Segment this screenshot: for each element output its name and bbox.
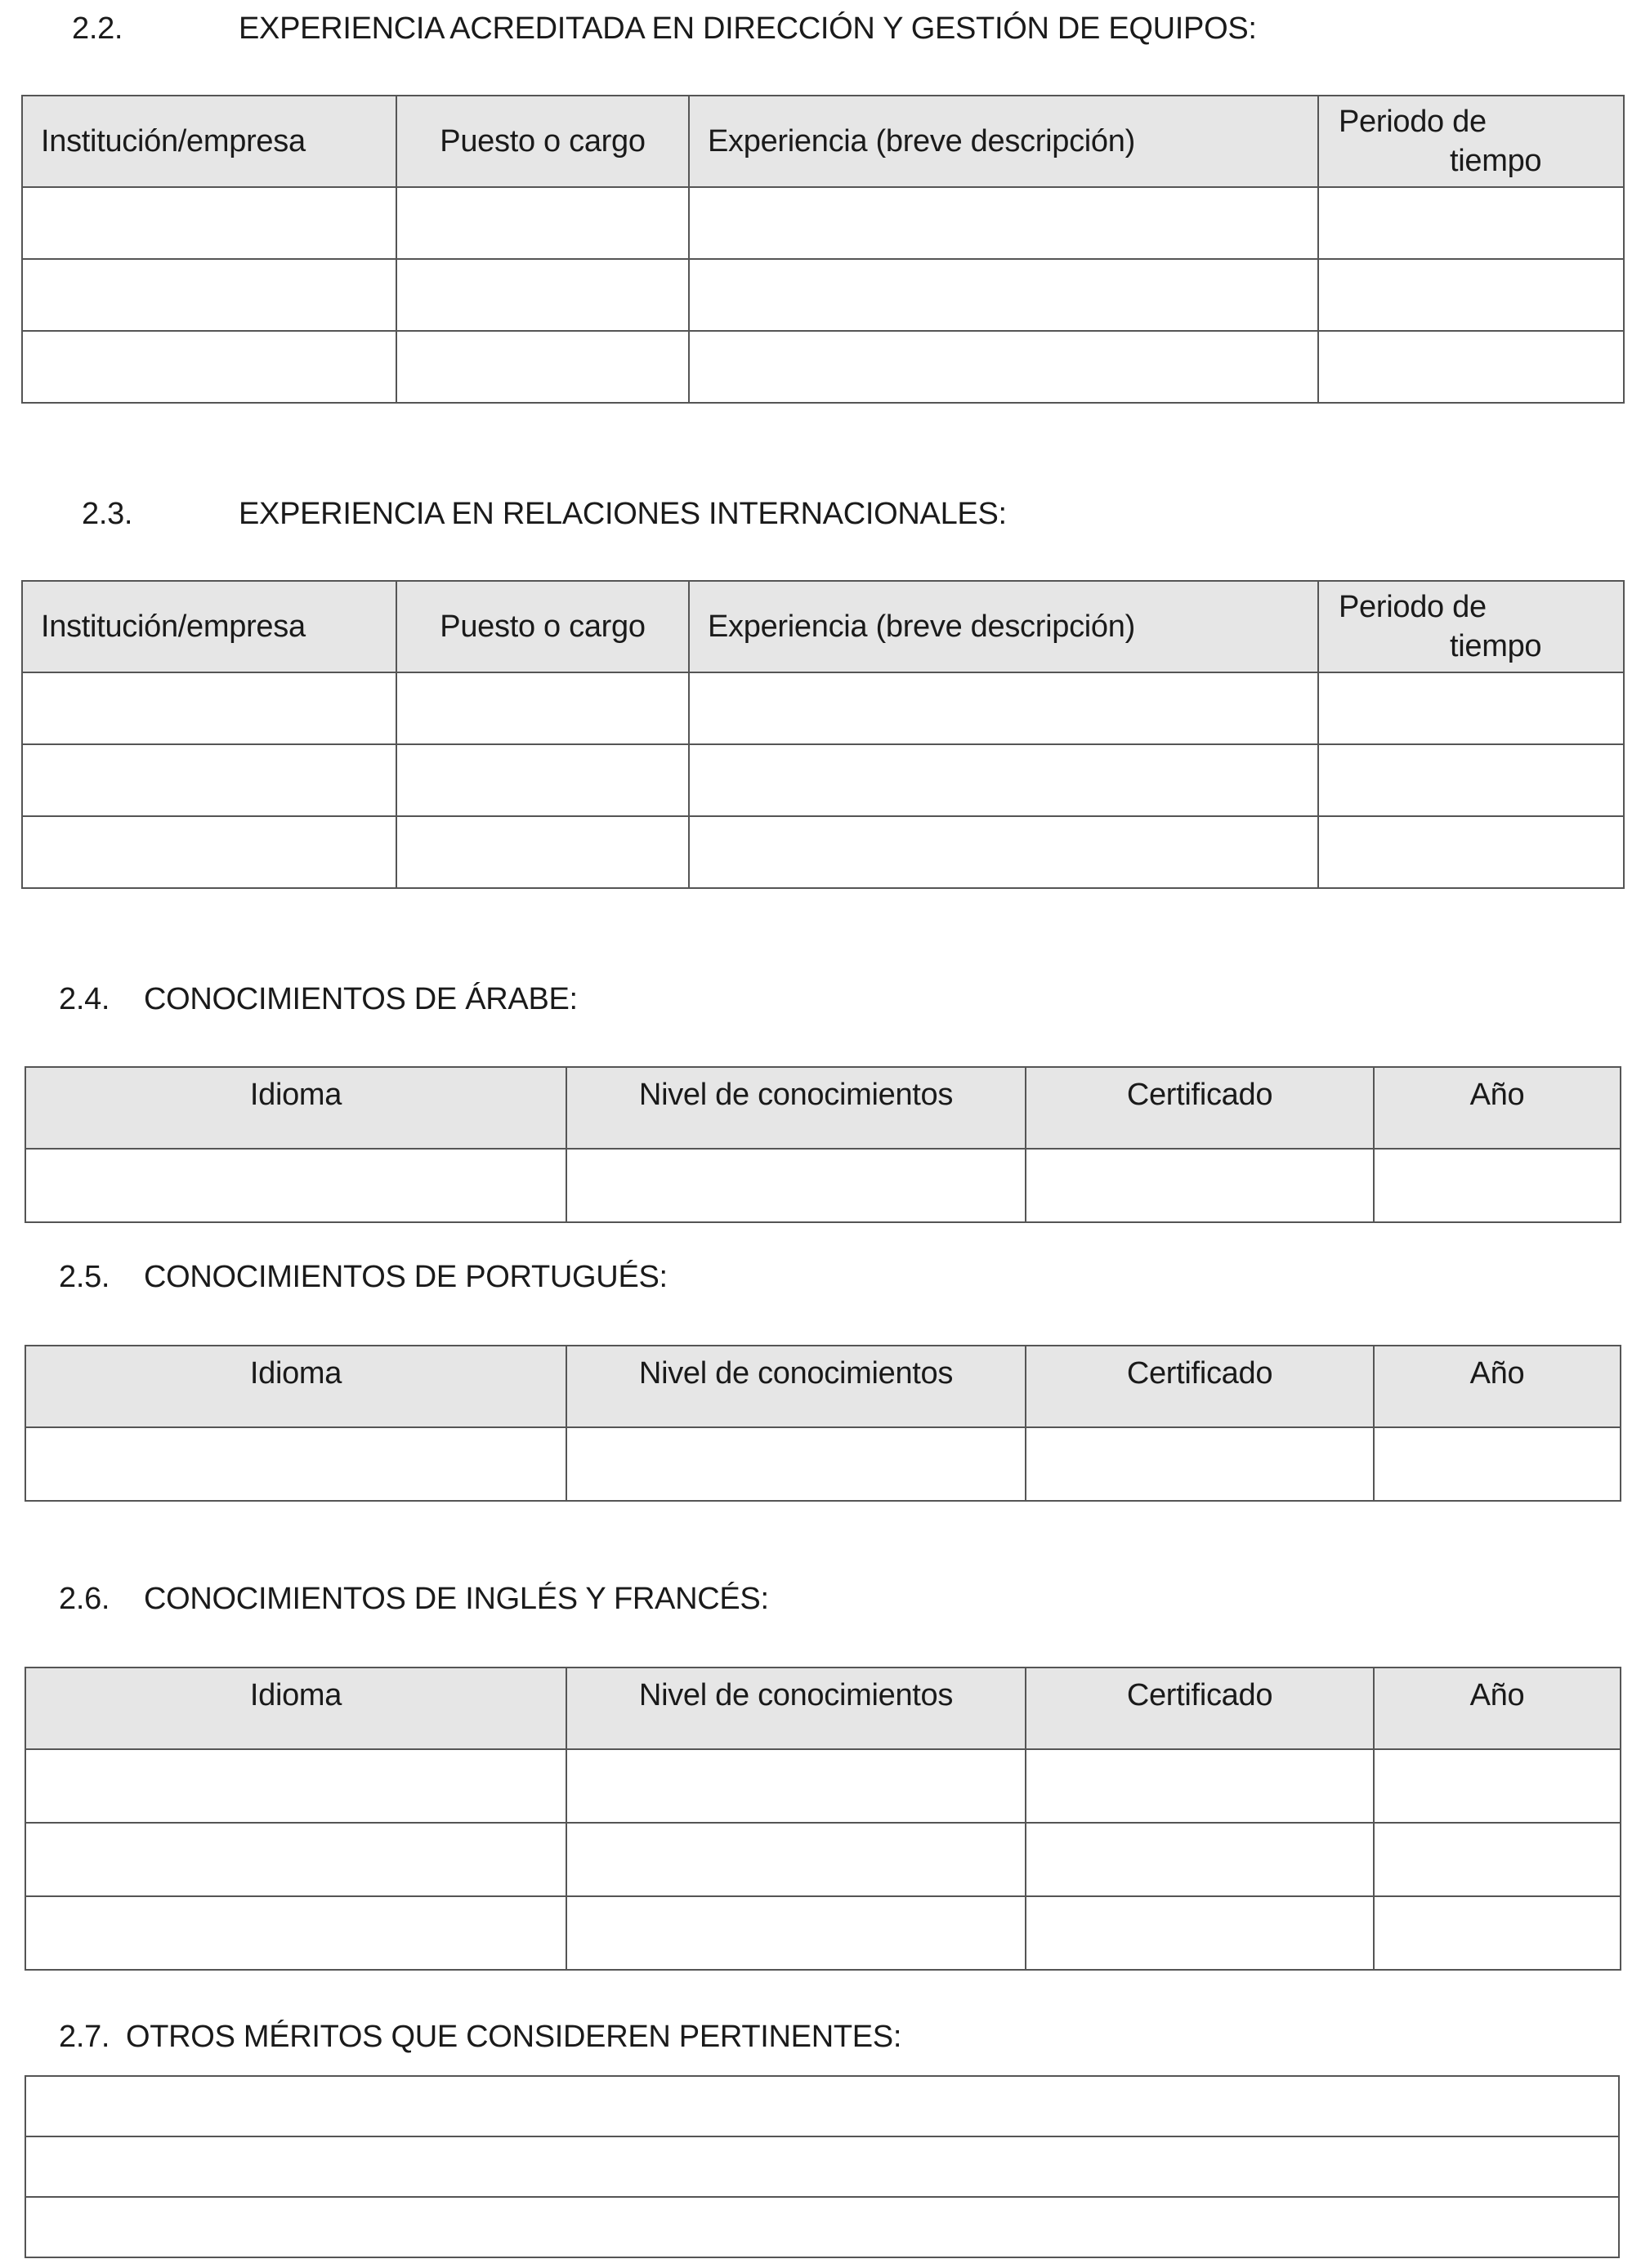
- input-cell[interactable]: [1374, 1149, 1621, 1222]
- international-relations-table: [21, 580, 1625, 889]
- input-cell[interactable]: [1318, 331, 1624, 403]
- column-header: Puesto o cargo: [396, 96, 689, 187]
- input-cell[interactable]: [396, 672, 689, 744]
- input-cell[interactable]: [566, 1749, 1026, 1823]
- input-cell[interactable]: [25, 1149, 566, 1222]
- column-header-period: [1318, 96, 1624, 187]
- input-cell[interactable]: [1374, 1823, 1621, 1896]
- table-row: [25, 2197, 1619, 2257]
- input-cell[interactable]: [25, 2076, 1619, 2136]
- input-cell[interactable]: [25, 1427, 566, 1501]
- english-french-language-table: [25, 1667, 1621, 1971]
- portuguese-language-table: [25, 1345, 1621, 1502]
- period-line2: tiempo: [1450, 144, 1542, 178]
- input-cell[interactable]: [1318, 816, 1624, 888]
- section-2-5-heading: [59, 1258, 668, 1296]
- column-header: Nivel de conocimientos: [566, 1668, 1026, 1749]
- input-cell[interactable]: [689, 331, 1318, 403]
- section-2-6-heading: [59, 1580, 769, 1618]
- table-row: [22, 816, 1624, 888]
- input-cell[interactable]: [1026, 1749, 1374, 1823]
- table-row: [22, 259, 1624, 331]
- table-row: [22, 672, 1624, 744]
- input-cell[interactable]: [1318, 259, 1624, 331]
- table-row: [22, 187, 1624, 259]
- section-number: 2.4.: [59, 982, 110, 1016]
- experience-management-table: [21, 95, 1625, 404]
- table-row: [25, 1749, 1621, 1823]
- section-title: CONOCIMIENTOS DE ÁRABE:: [144, 982, 578, 1016]
- section-title: EXPERIENCIA ACREDITADA EN DIRECCIÓN Y GESTIÓN DE EQUIPOS:: [239, 11, 1257, 46]
- section-2-3-heading: [82, 495, 1007, 533]
- table-header-row: [25, 1067, 1621, 1149]
- table-row: [22, 331, 1624, 403]
- section-number: 2.7.: [59, 2020, 110, 2054]
- input-cell[interactable]: [1374, 1749, 1621, 1823]
- column-header: Idioma: [25, 1668, 566, 1749]
- input-cell[interactable]: [1374, 1427, 1621, 1501]
- section-2-2-heading: [72, 10, 1257, 47]
- input-cell[interactable]: [566, 1427, 1026, 1501]
- input-cell[interactable]: [566, 1896, 1026, 1970]
- period-line1: Periodo de: [1339, 590, 1487, 624]
- input-cell[interactable]: [689, 816, 1318, 888]
- table-row: [22, 744, 1624, 816]
- input-cell[interactable]: [1318, 744, 1624, 816]
- column-header: Año: [1374, 1346, 1621, 1427]
- other-merits-table: [25, 2075, 1620, 2258]
- section-number: 2.6.: [59, 1582, 110, 1616]
- column-header: Experiencia (breve descripción): [689, 96, 1318, 187]
- column-header: Institución/empresa: [22, 581, 396, 672]
- column-header: Nivel de conocimientos: [566, 1346, 1026, 1427]
- input-cell[interactable]: [396, 744, 689, 816]
- input-cell[interactable]: [689, 744, 1318, 816]
- table-row: [25, 1896, 1621, 1970]
- input-cell[interactable]: [25, 2197, 1619, 2257]
- table-header-row: [25, 1668, 1621, 1749]
- input-cell[interactable]: [25, 2136, 1619, 2197]
- input-cell[interactable]: [25, 1823, 566, 1896]
- section-number: 2.5.: [59, 1260, 110, 1294]
- column-header: Nivel de conocimientos: [566, 1067, 1026, 1149]
- input-cell[interactable]: [689, 187, 1318, 259]
- column-header: Año: [1374, 1067, 1621, 1149]
- input-cell[interactable]: [1026, 1149, 1374, 1222]
- input-cell[interactable]: [396, 331, 689, 403]
- section-number: 2.3.: [82, 497, 133, 531]
- input-cell[interactable]: [566, 1149, 1026, 1222]
- input-cell[interactable]: [22, 259, 396, 331]
- input-cell[interactable]: [396, 187, 689, 259]
- column-header: Idioma: [25, 1067, 566, 1149]
- input-cell[interactable]: [22, 672, 396, 744]
- column-header: Certificado: [1026, 1346, 1374, 1427]
- input-cell[interactable]: [396, 816, 689, 888]
- input-cell[interactable]: [1318, 187, 1624, 259]
- column-header: Idioma: [25, 1346, 566, 1427]
- table-row: [25, 2076, 1619, 2136]
- section-title: CONOCIMIENTOS DE INGLÉS Y FRANCÉS:: [144, 1582, 769, 1616]
- table-row: [25, 2136, 1619, 2197]
- column-header: Institución/empresa: [22, 96, 396, 187]
- table-row: [25, 1149, 1621, 1222]
- column-header: Certificado: [1026, 1668, 1374, 1749]
- input-cell[interactable]: [1374, 1896, 1621, 1970]
- input-cell[interactable]: [1026, 1823, 1374, 1896]
- section-2-7-heading: [59, 2018, 901, 2056]
- section-title: CONOCIMIENTOS DE PORTUGUÉS:: [144, 1260, 668, 1294]
- input-cell[interactable]: [566, 1823, 1026, 1896]
- input-cell[interactable]: [1026, 1427, 1374, 1501]
- table-row: [25, 1823, 1621, 1896]
- column-header-period: [1318, 581, 1624, 672]
- input-cell[interactable]: [25, 1749, 566, 1823]
- input-cell[interactable]: [1318, 672, 1624, 744]
- table-header-row: [22, 96, 1624, 187]
- input-cell[interactable]: [1026, 1896, 1374, 1970]
- section-title: EXPERIENCIA EN RELACIONES INTERNACIONALES:: [239, 497, 1007, 531]
- column-header: Puesto o cargo: [396, 581, 689, 672]
- period-line2: tiempo: [1450, 629, 1542, 663]
- arabic-language-table: [25, 1066, 1621, 1223]
- input-cell[interactable]: [689, 672, 1318, 744]
- input-cell[interactable]: [22, 187, 396, 259]
- section-number: 2.2.: [72, 11, 123, 46]
- column-header: Certificado: [1026, 1067, 1374, 1149]
- table-header-row: [22, 581, 1624, 672]
- input-cell[interactable]: [396, 259, 689, 331]
- period-line1: Periodo de: [1339, 105, 1487, 139]
- input-cell[interactable]: [22, 816, 396, 888]
- section-2-4-heading: [59, 980, 578, 1018]
- table-row: [25, 1427, 1621, 1501]
- input-cell[interactable]: [22, 744, 396, 816]
- input-cell[interactable]: [689, 259, 1318, 331]
- column-header: Año: [1374, 1668, 1621, 1749]
- input-cell[interactable]: [22, 331, 396, 403]
- column-header: Experiencia (breve descripción): [689, 581, 1318, 672]
- section-title: OTROS MÉRITOS QUE CONSIDEREN PERTINENTES:: [126, 2020, 902, 2054]
- input-cell[interactable]: [25, 1896, 566, 1970]
- table-header-row: [25, 1346, 1621, 1427]
